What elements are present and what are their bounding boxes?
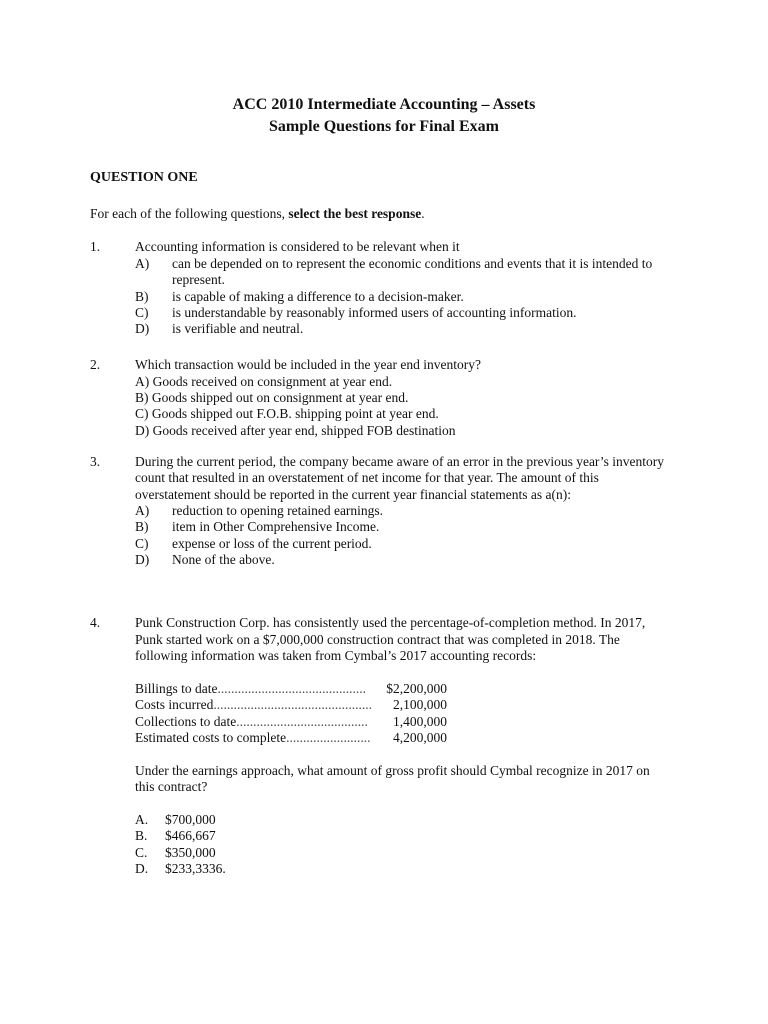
question-1-option-letter: D) (135, 321, 150, 336)
ledger-label: Estimated costs to complete (135, 730, 287, 745)
question-3-option-letter: C) (135, 536, 149, 551)
question-4-text: following information was taken from Cymbal’s 2017 accounting records: (135, 648, 537, 663)
question-3-text: overstatement should be reported in the current year financial statements as a(n): (135, 487, 571, 502)
answer-value: $233,3336. (165, 861, 226, 876)
ledger-leader: ............................................... (213, 697, 372, 712)
ledger-label: Costs incurred (135, 697, 214, 712)
ledger-leader: ............................................ (217, 681, 366, 696)
question-2-option: B) Goods shipped out on consignment at year end. (135, 390, 409, 405)
instruction (90, 206, 425, 222)
answer-letter: A. (135, 812, 149, 827)
instruction-suffix: . (421, 206, 425, 221)
question-3-option-letter: A) (135, 503, 150, 518)
question-2-option: C) Goods shipped out F.O.B. shipping point at year end. (135, 406, 439, 421)
question-3-option-letter: D) (135, 552, 150, 567)
question-3-option-text: reduction to opening retained earnings. (172, 503, 384, 518)
question-4-text: Punk started work on a $7,000,000 construction contract that was completed in 2018. The (135, 632, 620, 647)
question-3-option-text: expense or loss of the current period. (172, 536, 372, 551)
section-heading: QUESTION ONE (90, 170, 198, 185)
ledger-row (135, 681, 366, 697)
ledger-row (135, 714, 368, 730)
question-4-prompt: Under the earnings approach, what amount of gross profit should Cymbal recognize in 2017 on (135, 763, 650, 778)
question-4-number: 4. (90, 615, 101, 630)
document-title: ACC 2010 Intermediate Accounting – Assets (232, 96, 536, 113)
question-2-option: A) Goods received on consignment at year end. (135, 374, 393, 389)
ledger-amount: $2,200,000 (386, 681, 447, 696)
ledger-amount: 1,400,000 (393, 714, 447, 729)
ledger-label: Collections to date (135, 714, 237, 729)
question-2-option: D) Goods received after year end, shipped FOB destination (135, 423, 456, 438)
question-1-option-text-cont: represent. (172, 272, 225, 287)
question-1-option-letter: A) (135, 256, 150, 271)
answer-letter: D. (135, 861, 149, 876)
ledger-leader: ....................................... (236, 714, 368, 729)
question-4-prompt: this contract? (135, 779, 208, 794)
answer-value: $350,000 (165, 845, 216, 860)
question-4-text: Punk Construction Corp. has consistently used the percentage-of-completion method. In 2017, (135, 615, 646, 630)
question-1-text: Accounting information is considered to be relevant when it (135, 239, 460, 254)
question-3-option-text: item in Other Comprehensive Income. (172, 519, 380, 534)
question-3-option-text: None of the above. (172, 552, 275, 567)
ledger-row (135, 697, 372, 713)
answer-value: $700,000 (165, 812, 216, 827)
question-3-text: During the current period, the company became aware of an error in the previous year’s inventory (135, 454, 665, 469)
question-1-option-letter: C) (135, 305, 149, 320)
answer-value: $466,667 (165, 828, 216, 843)
question-3-text: count that resulted in an overstatement of net income for that year. The amount of this (135, 470, 599, 485)
ledger-leader: ......................... (286, 730, 371, 745)
ledger-label: Billings to date (135, 681, 218, 696)
ledger-row (135, 730, 370, 746)
answer-letter: B. (135, 828, 148, 843)
question-1-option-text: is understandable by reasonably informed users of accounting information. (172, 305, 577, 320)
question-1-number: 1. (90, 239, 101, 254)
instruction-emphasis: select the best response (284, 206, 422, 221)
question-1-option-text: is verifiable and neutral. (172, 321, 304, 336)
ledger-amount: 2,100,000 (393, 697, 447, 712)
ledger-amount: 4,200,000 (393, 730, 447, 745)
question-3-option-letter: B) (135, 519, 149, 534)
question-2-text: Which transaction would be included in the year end inventory? (135, 357, 482, 372)
answer-letter: C. (135, 845, 148, 860)
question-3-number: 3. (90, 454, 101, 469)
question-1-option-letter: B) (135, 289, 149, 304)
instruction-prefix: For each of the following questions, (90, 206, 285, 221)
question-1-option-text: can be depended on to represent the economic conditions and events that it is intended to (172, 256, 653, 271)
question-2-number: 2. (90, 357, 101, 372)
document-subtitle: Sample Questions for Final Exam (269, 118, 499, 135)
question-1-option-text: is capable of making a difference to a decision-maker. (172, 289, 464, 304)
